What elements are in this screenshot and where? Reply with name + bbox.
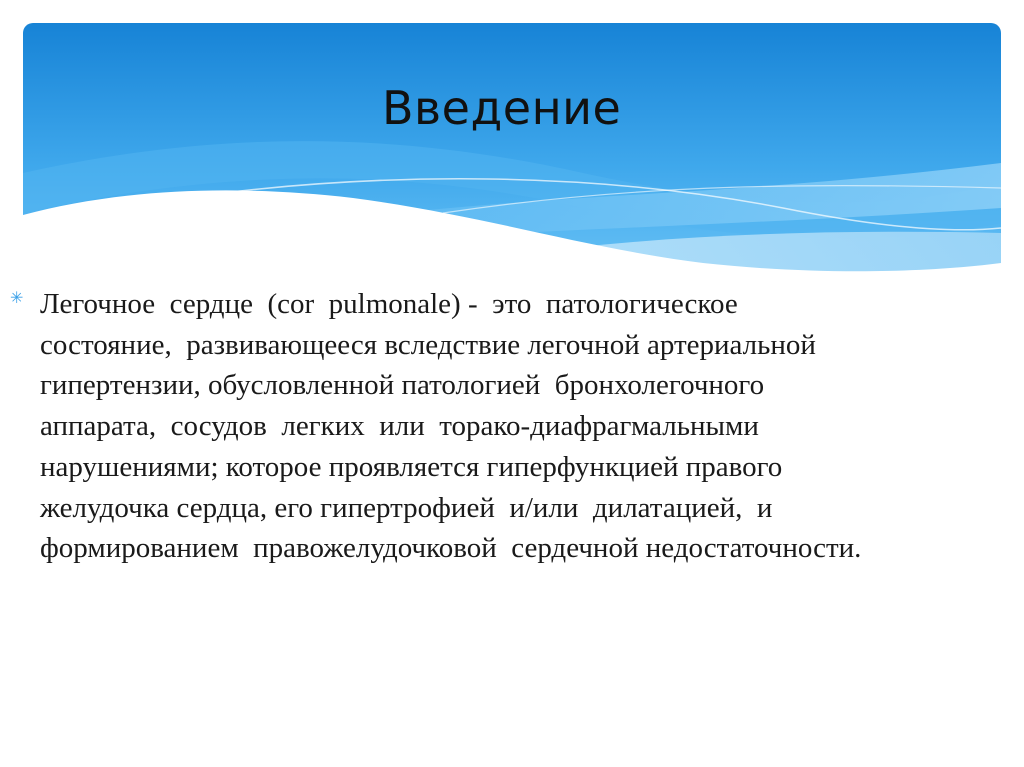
- slide-title: Введение: [382, 81, 622, 135]
- bullet-line: состояние, развивающееся вследствие легочной артериальной: [40, 328, 816, 361]
- title-banner: [23, 23, 1001, 285]
- bullet-line: аппарата, сосудов легких или торако-диафрагмальными: [40, 410, 759, 443]
- wave-banner-graphic: [23, 23, 1001, 285]
- bullet-line: формированием правожелудочковой сердечной недостаточности.: [40, 532, 862, 565]
- slide-body: [10, 284, 1010, 569]
- bullet-item: [10, 284, 1010, 569]
- asterisk-bullet-icon: ✳: [10, 288, 24, 307]
- bullet-line: нарушениями; которое проявляется гиперфункцией правого: [40, 450, 783, 483]
- bullet-line: Легочное сердце (cor pulmonale) - это патологическое: [40, 288, 738, 320]
- bullet-line: желудочка сердца, его гипертрофией и/или дилатацией, и: [40, 491, 773, 524]
- bullet-line: гипертензии, обусловленной патологией бронхолегочного: [40, 369, 765, 402]
